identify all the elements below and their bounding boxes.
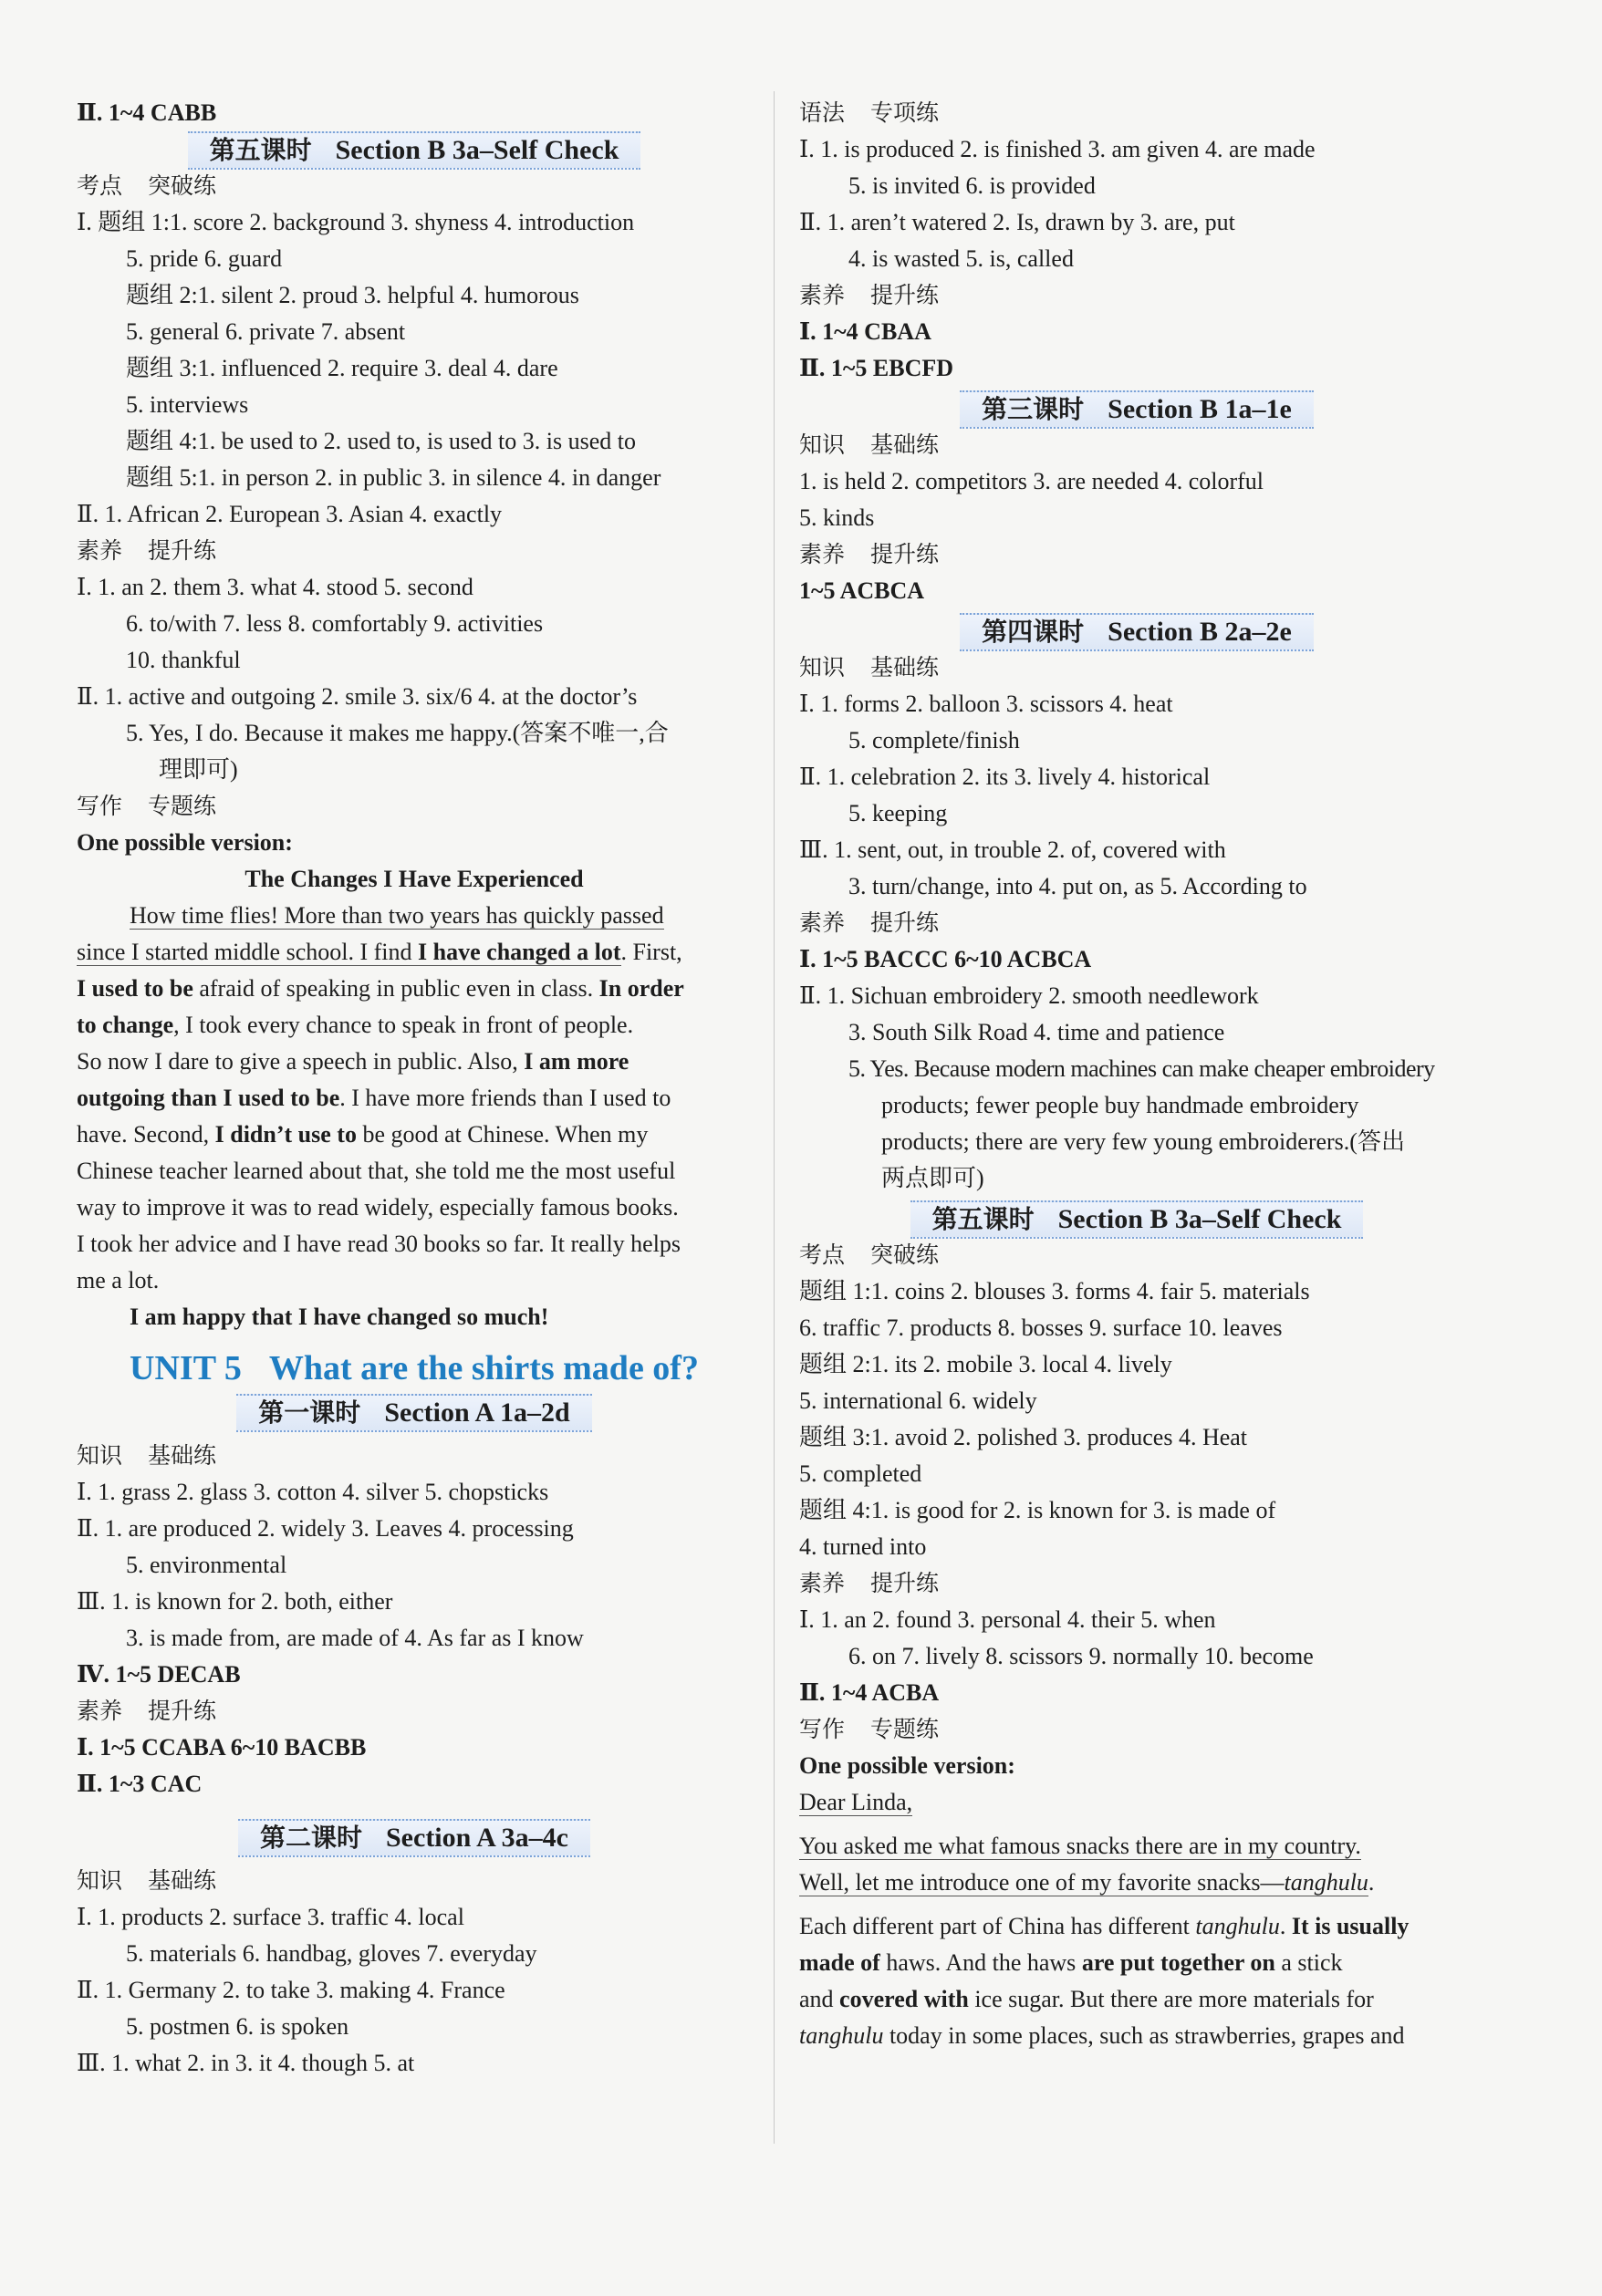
version-label: One possible version:: [77, 829, 293, 856]
section-tag: 知识 基础练: [77, 1442, 217, 1469]
answer-line: 6. on 7. lively 8. scissors 9. normally 10. become: [848, 1643, 1314, 1669]
section-tag: 知识 基础练: [799, 431, 940, 458]
answer-line: 6. to/with 7. less 8. comfortably 9. activities: [126, 610, 544, 637]
right-column: [799, 95, 1474, 2054]
answer-line: 1~5 ACBCA: [799, 577, 925, 604]
answer-line: 题组 2:1. silent 2. proud 3. helpful 4. humorous: [126, 282, 579, 308]
section-tag: 语法 专项练: [799, 99, 940, 126]
answer-line: Ⅰ. 1~5 CCABA 6~10 BACBB: [77, 1734, 367, 1761]
answer-line: 5. kinds: [799, 504, 875, 531]
unit-title: UNIT 5 What are the shirts made of?: [130, 1349, 699, 1387]
answer-line: Ⅰ. 1. grass 2. glass 3. cotton 4. silver 5. chopsticks: [77, 1479, 549, 1505]
answer-line: 10. thankful: [126, 647, 241, 673]
answer-line: Ⅱ. 1~4 ACBA: [799, 1679, 940, 1706]
answer-line: 5. is invited 6. is provided: [848, 172, 1096, 199]
answer-line: 题组 2:1. its 2. mobile 3. local 4. lively: [799, 1351, 1172, 1377]
answer-line: 5. international 6. widely: [799, 1387, 1037, 1414]
left-column: [77, 95, 752, 2082]
answer-line: 5. pride 6. guard: [126, 245, 283, 272]
section-tag: 考点 突破练: [77, 172, 217, 199]
answer-line: Ⅰ. 1. forms 2. balloon 3. scissors 4. heat: [799, 691, 1173, 717]
answer-line: 5. Yes. Because modern machines can make cheaper embroidery: [848, 1055, 1435, 1082]
answer-line: 5. postmen 6. is spoken: [126, 2013, 349, 2040]
answer-line: 5. interviews: [126, 391, 249, 418]
section-tag: 知识 基础练: [77, 1867, 217, 1894]
answer-line: 4. is wasted 5. is, called: [848, 245, 1074, 272]
answer-line: Ⅰ. 1. is produced 2. is finished 3. am given 4. are made: [799, 136, 1316, 162]
answer-line: products; there are very few young embroiderers.(答出: [881, 1128, 1405, 1155]
answer-line: 5. completed: [799, 1460, 922, 1487]
column-divider: [774, 91, 775, 2144]
lesson-heading: 第五课时 Section B 3a–Self Check: [799, 1200, 1474, 1237]
section-tag: 素养 提升练: [799, 1570, 940, 1596]
section-tag: 写作 专题练: [77, 793, 217, 819]
letter-greeting: Dear Linda,: [799, 1789, 913, 1815]
lesson-heading: 第五课时 Section B 3a–Self Check: [77, 131, 752, 168]
answer-line: Ⅱ. 1. Sichuan embroidery 2. smooth needlework: [799, 982, 1259, 1009]
letter-body: Each different part of China has different tanghulu. It is usually made of haws. And the haws are put together on a stick and covered with ice sugar. But there are more materials for tanghulu today in some places, such as strawberries, grapes and: [799, 1913, 1410, 2049]
answer-line: Ⅰ. 1. an 2. them 3. what 4. stood 5. second: [77, 574, 473, 600]
answer-line: Ⅱ. 1. celebration 2. its 3. lively 4. historical: [799, 764, 1211, 790]
answer-line: Ⅱ. 1~3 CAC: [77, 1771, 203, 1797]
section-tag: 素养 提升练: [77, 537, 217, 564]
answer-line: Ⅰ. 1. an 2. found 3. personal 4. their 5. when: [799, 1606, 1216, 1633]
answer-line: Ⅱ. 1. are produced 2. widely 3. Leaves 4. processing: [77, 1515, 574, 1542]
answer-line: 6. traffic 7. products 8. bosses 9. surface 10. leaves: [799, 1314, 1283, 1341]
answer-line: Ⅱ. 1~5 EBCFD: [799, 355, 954, 381]
answer-line: 题组 3:1. influenced 2. require 3. deal 4. dare: [126, 355, 558, 381]
answer-line: Ⅲ. 1. is known for 2. both, either: [77, 1588, 393, 1615]
answer-line: 3. South Silk Road 4. time and patience: [848, 1019, 1225, 1045]
lesson-heading: 第一课时 Section A 1a–2d: [77, 1394, 752, 1430]
lesson-heading: 第三课时 Section B 1a–1e: [799, 390, 1474, 427]
answer-line: Ⅱ. 1. African 2. European 3. Asian 4. exactly: [77, 501, 503, 527]
answer-line: Ⅱ. 1. Germany 2. to take 3. making 4. France: [77, 1977, 505, 2003]
essay-body: How time flies! More than two years has quickly passed since I started middle school. I find I have changed a lot. First, I used to be afraid of speaking in public even in class. In order to change, I took every chance to speak in front of people. So now I dare to give a speech in public. Also, I am more outgoing than I used to be. I have more friends than I used to have. Second, I didn’t use to be good at Chinese. When my Chinese teacher learned about that, she told me the most useful way to improve it was to read widely, especially famous books. I took her advice and I have read 30 books so far. It really helps me a lot. I am happy that I have changed so much!: [77, 902, 684, 1330]
lesson-heading: 第四课时 Section B 2a–2e: [799, 613, 1474, 649]
answer-line: 理即可): [159, 756, 238, 783]
answer-line: 5. environmental: [126, 1552, 287, 1578]
section-tag: 素养 提升练: [799, 282, 940, 308]
answer-line: 题组 5:1. in person 2. in public 3. in silence 4. in danger: [126, 464, 661, 491]
essay-title: The Changes I Have Experienced: [244, 866, 584, 892]
answer-line: 5. complete/finish: [848, 727, 1020, 753]
answer-line: 题组 1:1. coins 2. blouses 3. forms 4. fair 5. materials: [799, 1278, 1310, 1304]
section-tag: 写作 专题练: [799, 1716, 940, 1742]
answer-line: 4. turned into: [799, 1533, 927, 1560]
answer-line: Ⅰ. 1~4 CBAA: [799, 318, 931, 345]
section-tag: 知识 基础练: [799, 654, 940, 680]
answer-line: Ⅱ. 1. active and outgoing 2. smile 3. six/6 4. at the doctor’s: [77, 683, 638, 710]
answer-line: Ⅲ. 1. what 2. in 3. it 4. though 5. at: [77, 2050, 415, 2076]
answer-line: 3. is made from, are made of 4. As far as I know: [126, 1625, 584, 1651]
section-tag: 素养 提升练: [77, 1698, 217, 1724]
answer-line: products; fewer people buy handmade embroidery: [881, 1092, 1359, 1118]
answer-line: Ⅰ. 题组 1:1. score 2. background 3. shyness 4. introduction: [77, 209, 635, 235]
section-tag: 考点 突破练: [799, 1242, 940, 1268]
answer-line: 题组 4:1. be used to 2. used to, is used to 3. is used to: [126, 428, 636, 454]
lesson-heading: 第二课时 Section A 3a–4c: [77, 1819, 752, 1855]
answer-line: 5. general 6. private 7. absent: [126, 318, 406, 345]
answer-line: Ⅰ. 1. products 2. surface 3. traffic 4. local: [77, 1904, 464, 1930]
version-label: One possible version:: [799, 1752, 1015, 1779]
answer-line: 5. keeping: [848, 800, 948, 826]
answer-line: 3. turn/change, into 4. put on, as 5. According to: [848, 873, 1307, 899]
answer-line: Ⅱ. 1. aren’t watered 2. Is, drawn by 3. are, put: [799, 209, 1235, 235]
answer-line: 5. Yes, I do. Because it makes me happy.(答案不唯一,合: [126, 720, 669, 746]
answer-line: 5. materials 6. handbag, gloves 7. everyday: [126, 1940, 537, 1967]
answer-line: Ⅱ. 1~4 CABB: [77, 99, 217, 126]
answer-line: Ⅰ. 1~5 BACCC 6~10 ACBCA: [799, 946, 1092, 972]
answer-line: 题组 3:1. avoid 2. polished 3. produces 4. Heat: [799, 1424, 1248, 1450]
answer-line: 两点即可): [881, 1165, 984, 1191]
letter-intro: You asked me what famous snacks there are in my country. Well, let me introduce one of my favorite snacks—tanghulu.: [799, 1833, 1375, 1896]
answer-line: 题组 4:1. is good for 2. is known for 3. is made of: [799, 1497, 1276, 1523]
section-tag: 素养 提升练: [799, 909, 940, 936]
answer-line: Ⅲ. 1. sent, out, in trouble 2. of, covered with: [799, 836, 1226, 863]
answer-line: Ⅳ. 1~5 DECAB: [77, 1661, 241, 1688]
section-tag: 素养 提升练: [799, 541, 940, 567]
answer-line: 1. is held 2. competitors 3. are needed 4. colorful: [799, 468, 1264, 494]
